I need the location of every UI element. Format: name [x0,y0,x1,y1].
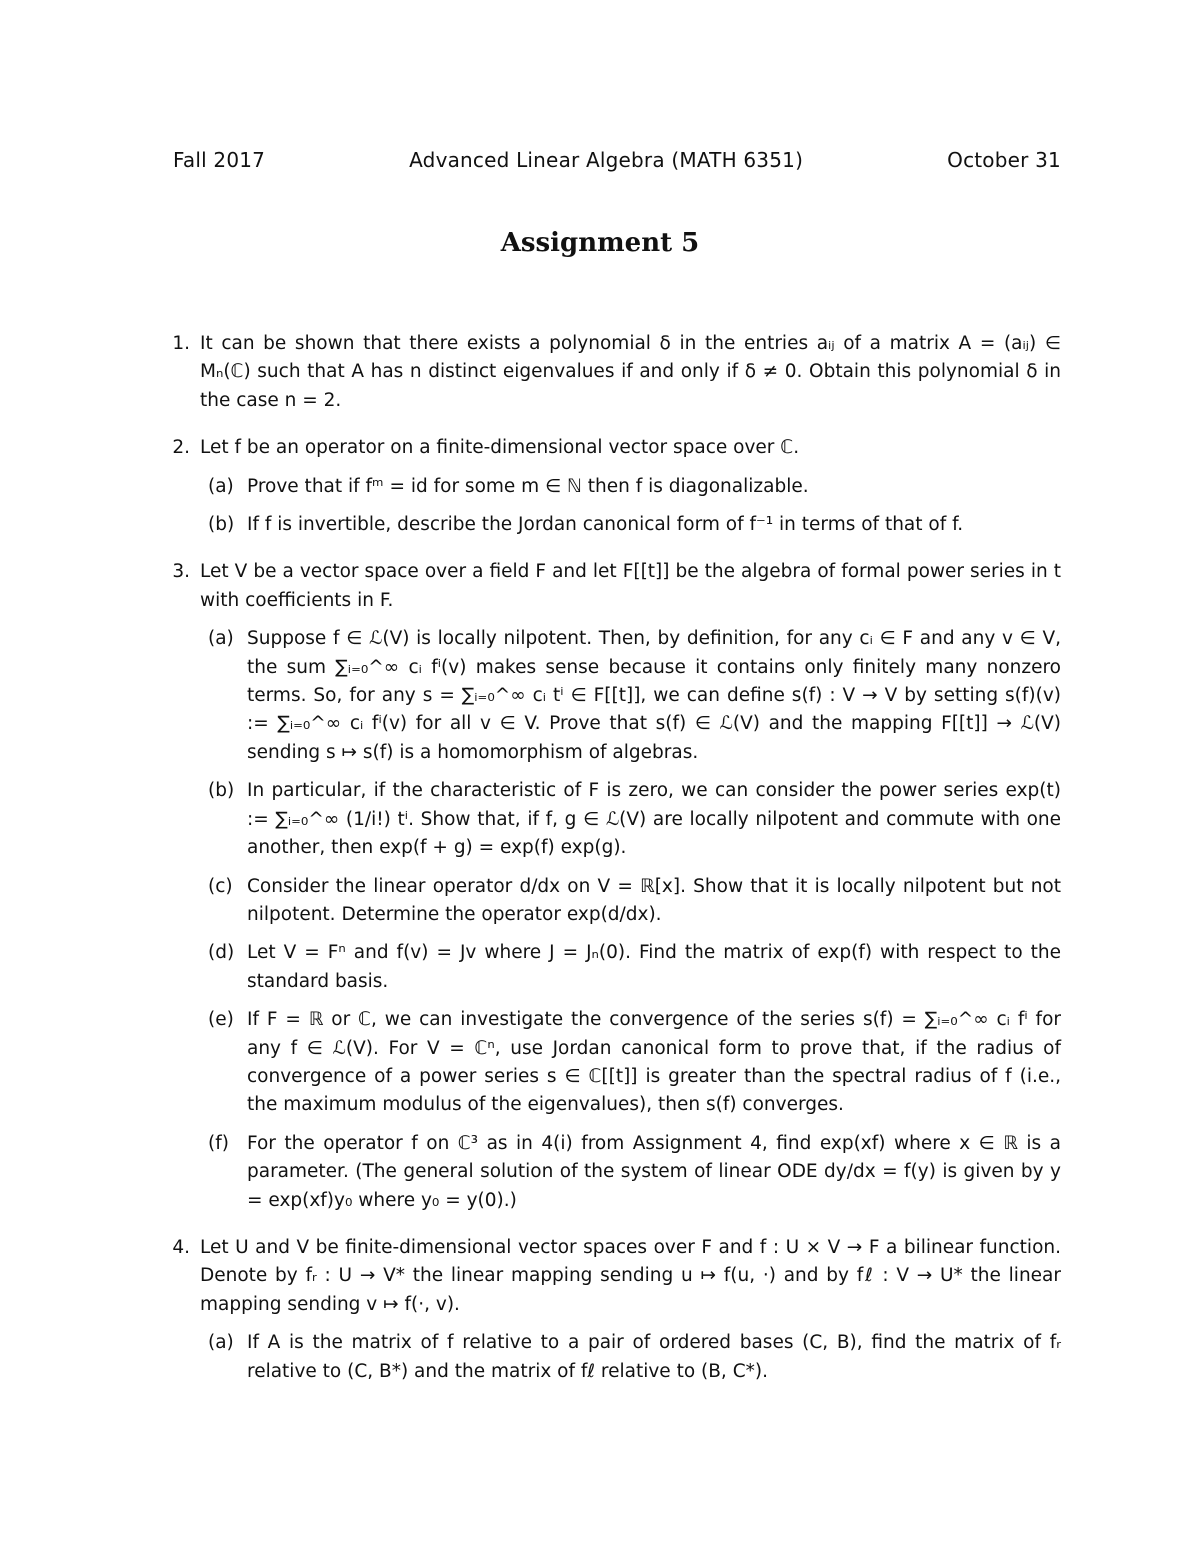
part-label: (a) [208,1332,234,1354]
part-label: (e) [208,1009,234,1031]
problem-4 [166,1234,1061,1386]
part-text: If F = ℝ or ℂ, we can investigate the convergence of the series s(f) = ∑ᵢ₌₀^∞ cᵢ fⁱ for any f ∈ ℒ(V). For V = ℂⁿ, use Jordan canonical form to prove that, if the radius of convergence of a power series s ∈ ℂ[[t]] is greater than the spectral radius of f (i.e., the maximum modulus of the eigenvalues), then s(f) converges. [247,1009,1061,1116]
header-course: Advanced Linear Algebra (MATH 6351) [409,148,804,172]
problem-number: 2. [172,437,190,459]
problem-number: 1. [172,333,190,354]
part-3d [200,939,1061,996]
part-3f [200,1130,1061,1215]
part-text: Suppose f ∈ ℒ(V) is locally nilpotent. Then, by definition, for any cᵢ ∈ F and any v ∈ V, the sum ∑ᵢ₌₀^∞ cᵢ fⁱ(v) makes sense because it contains only finitely many nonzero terms. So, for any s = ∑ᵢ₌₀^∞ cᵢ tⁱ ∈ F[[t]], we can define s(f) : V → V by setting s(f)(v) := ∑ᵢ₌₀^∞ cᵢ fⁱ(v) for all v ∈ V. Prove that s(f) ∈ ℒ(V) and the mapping F[[t]] → ℒ(V) sending s ↦ s(f) is a homomorphism of algebras. [247,628,1061,763]
problem-text: Let U and V be finite-dimensional vector spaces over F and f : U × V → F a bilinear function. Denote by fᵣ : U → V* the linear mapping sending u ↦ f(u, ·) and by fℓ : V → U* the linear mapping sending v ↦ f(·, v). [200,1236,1061,1315]
header-date: October 31 [947,148,1061,172]
part-label: (f) [208,1132,229,1154]
problem-text: Let f be an operator on a finite-dimensional vector space over ℂ. [200,437,800,459]
problem-parts [200,625,1061,1215]
problem-number: 4. [172,1236,190,1258]
part-text: If A is the matrix of f relative to a pair of ordered bases (C, B), find the matrix of fᵣ relative to (C, B*) and the matrix of fℓ relative to (B, C*). [247,1332,1061,1382]
part-text: If f is invertible, describe the Jordan canonical form of f⁻¹ in terms of that of f. [247,514,964,536]
part-text: Prove that if fᵐ = id for some m ∈ ℕ then f is diagonalizable. [247,475,809,497]
problem-text: Let V be a vector space over a field F and let F[[t]] be the algebra of formal power series in t with coefficients in F. [200,561,1061,611]
part-label: (d) [208,942,235,964]
part-4a [200,1329,1061,1386]
problem-parts [200,473,1061,540]
problem-parts [200,1329,1061,1386]
part-3a [200,625,1061,767]
part-label: (a) [208,475,234,497]
part-text: Consider the linear operator d/dx on V = ℝ[x]. Show that it is locally nilpotent but not nilpotent. Determine the operator exp(d/dx). [247,875,1061,925]
part-label: (a) [208,628,234,650]
page-header [173,143,1061,177]
problem-3 [166,558,1061,1215]
part-text: Let V = Fⁿ and f(v) = Jv where J = Jₙ(0). Find the matrix of exp(f) with respect to the standard basis. [247,942,1061,992]
part-text: For the operator f on ℂ³ as in 4(i) from Assignment 4, find exp(xf) where x ∈ ℝ is a parameter. (The general solution of the system of linear ODE dy/dx = f(y) is given by y = exp(xf)y₀ where y₀ = y(0).) [247,1132,1061,1211]
part-label: (b) [208,780,235,802]
part-3e [200,1006,1061,1120]
part-2a [200,473,1061,501]
header-term: Fall 2017 [173,148,266,172]
problem-list [166,330,1061,1386]
problem-text: It can be shown that there exists a polynomial δ in the entries aᵢⱼ of a matrix A = (aᵢⱼ) ∈ Mₙ(ℂ) such that A has n distinct eigenvalues if and only if δ ≠ 0. Obtain this polynomial δ in the case n = 2. [200,333,1061,411]
problem-1 [166,330,1061,415]
problem-2 [166,434,1061,539]
part-label: (c) [208,875,233,897]
problem-number: 3. [172,561,190,583]
document-title: Assignment 5 [500,228,700,258]
part-3c [200,873,1061,930]
part-2b [200,511,1061,539]
part-label: (b) [208,514,235,536]
part-3b [200,777,1061,862]
part-text: In particular, if the characteristic of F is zero, we can consider the power series exp(t) := ∑ᵢ₌₀^∞ (1/i!) tⁱ. Show that, if f, g ∈ ℒ(V) are locally nilpotent and commute with one another, then exp(f + g) = exp(f) exp(g). [247,780,1061,859]
